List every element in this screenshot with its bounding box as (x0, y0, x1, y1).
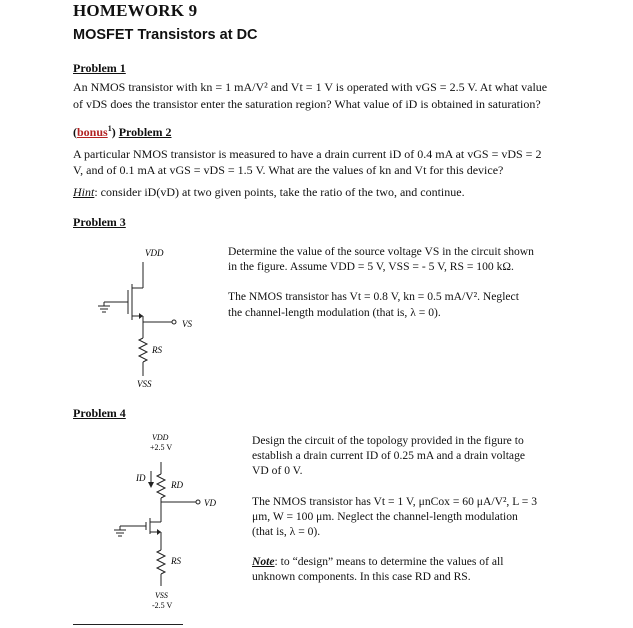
page-title: HOMEWORK 9 (73, 1, 198, 20)
problem3-circuit-diagram (88, 240, 218, 400)
problem4-desc2-line1: The NMOS transistor has Vt = 1 V, μnCox = 60 μA/V², L = 3 (252, 495, 538, 508)
problem2-heading: Problem 2 (118, 125, 172, 139)
note-label: Note (252, 555, 275, 568)
problem4-desc1-line3: VD of 0 V. (252, 464, 303, 477)
vdd-label: VDD (152, 433, 169, 442)
vss-value: -2.5 V (152, 601, 173, 610)
problem2-heading-row: (bonus$^1$) Problem 2 (73, 124, 172, 139)
problem2-line2: V, and of 0.1 mA at vGS = vDS = 1.5 V. What are the values of kn and Vt for this device? (73, 163, 504, 177)
problem3-desc1-line1: Determine the value of the source voltage VS in the circuit shown (228, 245, 534, 258)
bonus-label: bonus (77, 125, 108, 139)
problem3-desc1-line2: in the figure. Assume VDD = 5 V, VSS = - 5 V, RS = 100 kΩ. (228, 260, 514, 273)
problem1-line1: An NMOS transistor with kn = 1 mA/V² and Vt = 1 V is operated with vGS = 2.5 V. At what value (73, 80, 548, 94)
problem4-desc1-line1: Design the circuit of the topology provided in the figure to (252, 434, 524, 447)
problem4-desc1-line2: establish a drain current ID of 0.25 mA and a drain voltage (252, 449, 526, 462)
problem4-heading: Problem 4 (73, 406, 126, 420)
problem4-circuit-diagram (100, 426, 240, 618)
problem3-desc2-line2: the channel-length modulation (that is, λ = 0). (228, 306, 441, 319)
rs-label: RS (171, 556, 181, 566)
problem1-line2: of vDS does the transistor enter the saturation region? What value of iD is obtained in saturation? (73, 97, 541, 111)
hint-label: Hint (73, 185, 95, 199)
problem4-note-line2: unknown components. In this case RD and RS. (252, 570, 471, 583)
id-label: ID (136, 473, 146, 483)
problem4-desc2-line2: μm, W = 100 μm. Neglect the channel-length modulation (252, 510, 518, 523)
problem1-heading: Problem 1 (73, 61, 126, 75)
problem2-line1: A particular NMOS transistor is measured to have a drain current iD of 0.4 mA at vGS = vDS = 2 (73, 147, 542, 161)
note-text: : to “design” means to determine the values of all (274, 555, 504, 568)
id-arrow (148, 482, 154, 488)
source-arrow (139, 313, 143, 319)
source-arrow (157, 529, 161, 535)
page-subtitle: MOSFET Transistors at DC (73, 27, 258, 43)
vd-label: VD (204, 498, 216, 508)
vd-terminal-node (196, 500, 200, 504)
problem3-heading: Problem 3 (73, 215, 126, 229)
problem3-desc2-line1: The NMOS transistor has Vt = 0.8 V, kn = 0.5 mA/V². Neglect (228, 290, 519, 303)
problem2-hint (73, 184, 465, 200)
rd-label: RD (171, 480, 183, 490)
hint-text: : consider iD(vD) at two given points, take the ratio of the two, and continue. (94, 185, 465, 199)
vs-label: VS (182, 319, 192, 329)
vdd-value: +2.5 V (150, 443, 173, 452)
bonus-footnote-mark: 1 (107, 124, 112, 133)
problem4-note (252, 554, 503, 570)
rs-label: RS (152, 345, 162, 355)
problem4-desc2-line3: (that is, λ = 0). (252, 525, 321, 538)
footnote-divider (73, 624, 183, 625)
vss-label: VSS (155, 591, 168, 600)
vs-terminal-node (172, 320, 176, 324)
vss-label: VSS (137, 379, 152, 389)
vdd-label: VDD (145, 248, 164, 258)
